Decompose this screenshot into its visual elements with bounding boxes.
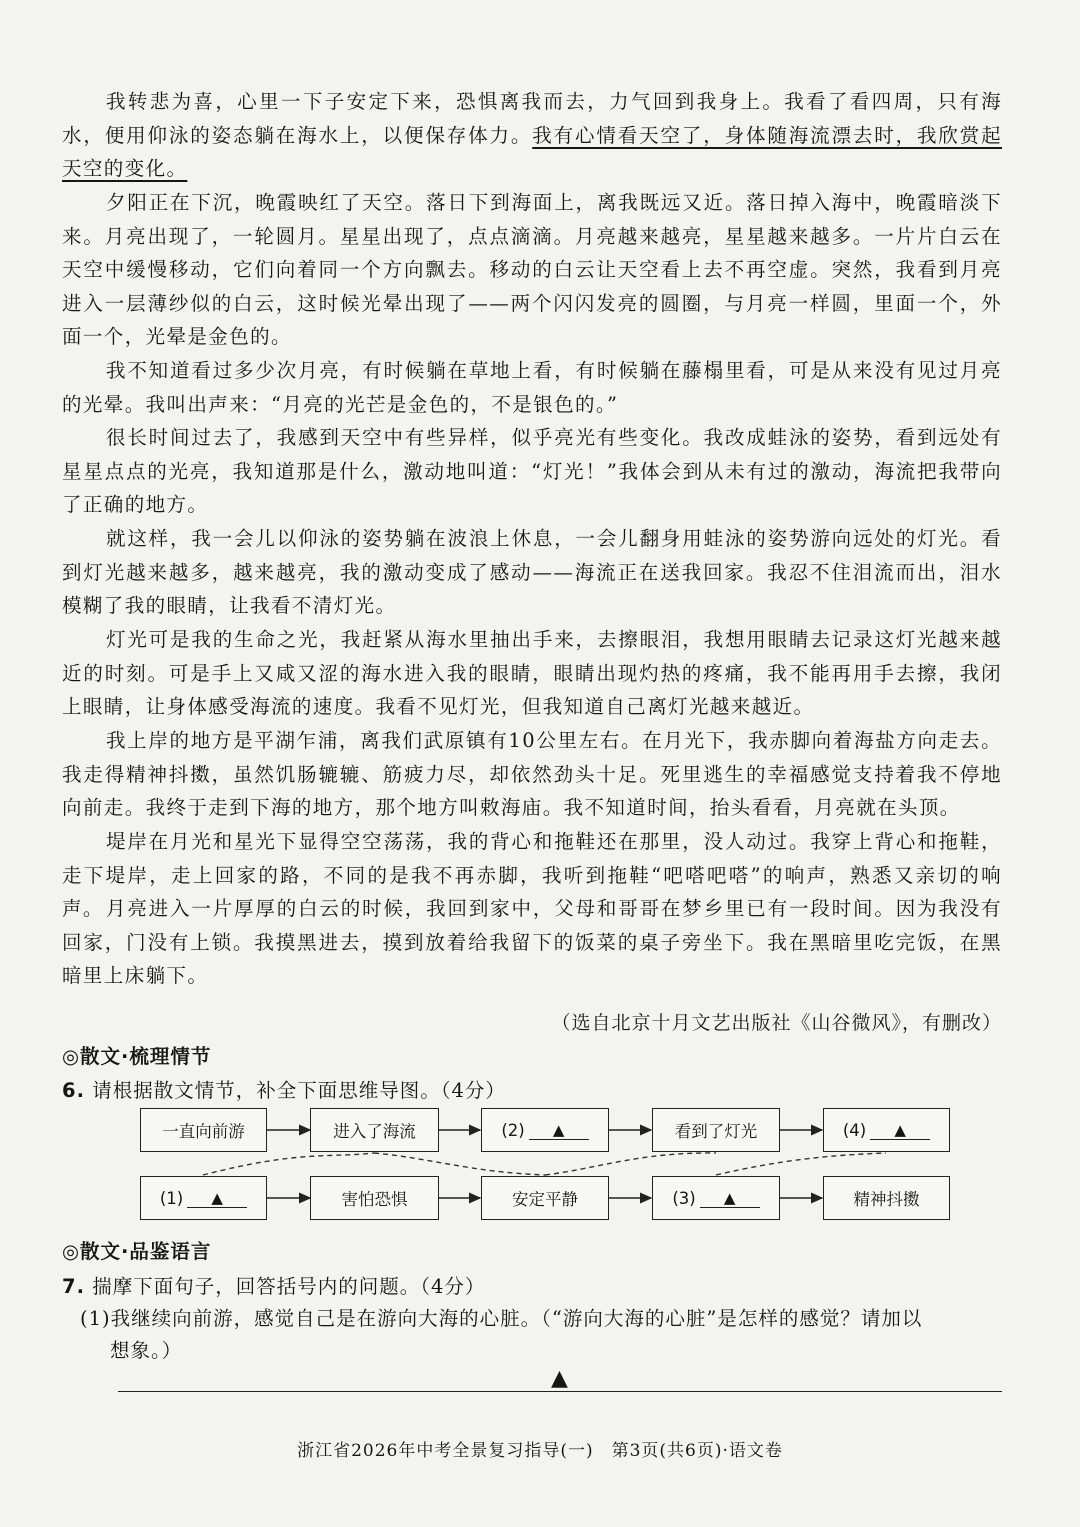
question-7 [62, 1271, 485, 1299]
blank-2-label: (2) [501, 1120, 525, 1140]
blank-3-answer: ▲ [700, 1189, 760, 1208]
answer-mark: ▲ [551, 1366, 568, 1391]
paragraph-5: 就这样，我一会儿以仰泳的姿势躺在波浪上休息，一会儿翻身用蛙泳的姿势游向远处的灯光。看到灯光越来越多，越来越亮，我的激动变成了感动——海流正在送我回家。我忍不住泪流而出，泪水模糊了我的眼睛，让我看不清灯光。 [62, 527, 1002, 617]
mindmap-top-4: 看到了灯光 [652, 1108, 780, 1152]
question-7-sub1-text: 我继续向前游，感觉自己是在游向大海的心脏。（“游向大海的心脏”是怎样的感觉？请加以 [110, 1307, 923, 1330]
section-title-plot: ◎散文·梳理情节 [62, 1045, 212, 1068]
paragraph-3: 我不知道看过多少次月亮，有时候躺在草地上看，有时候躺在藤榻里看，可是从来没有见过月亮的光晕。我叫出声来：“月亮的光芒是金色的，不是银色的。” [62, 359, 1002, 416]
blank-4-answer: ▲ [870, 1121, 930, 1140]
paragraph-2: 夕阳正在下沉，晚霞映红了天空。落日下到海面上，离我既远又近。落日掉入海中，晚霞暗淡下来。月亮出现了，一轮圆月。星星出现了，点点滴滴。月亮越来越亮，星星越来越多。一片片白云在天空中缓慢移动，它们向着同一个方向飘去。移动的白云让天空看上去不再空虚。突然，我看到月亮进入一层薄纱似的白云，这时候光晕出现了——两个闪闪发亮的圆圈，与月亮一样圆，里面一个，外面一个，光晕是金色的。 [62, 191, 1002, 348]
mindmap-bottom-5: 精神抖擞 [823, 1176, 950, 1220]
paragraph-6: 灯光可是我的生命之光，我赶紧从海水里抽出手来，去擦眼泪，我想用眼睛去记录这灯光越来越近的时刻。可是手上又咸又涩的海水进入我的眼睛，眼睛出现灼热的疼痛，我不能再用手去擦，我闭上眼睛，让身体感受海流的速度。我看不见灯光，但我知道自己离灯光越来越近。 [62, 628, 1002, 718]
mindmap-bottom-2: 害怕恐惧 [310, 1176, 439, 1220]
source-citation: （选自北京十月文艺出版社《山谷微风》，有删改） [551, 1012, 1002, 1034]
answer-line[interactable] [118, 1391, 1002, 1392]
mindmap-bottom-4 [652, 1176, 780, 1220]
question-7-sub1-number: (1) [80, 1307, 111, 1330]
blank-1-label: (1) [159, 1188, 184, 1208]
question-7-sub1 [80, 1303, 1010, 1367]
mindmap-top-2: 进入了海流 [310, 1108, 439, 1152]
blank-2-answer: ▲ [529, 1121, 589, 1140]
question-6-text: 请根据散文情节，补全下面思维导图。（4分） [92, 1079, 506, 1102]
paragraph-7: 我上岸的地方是平湖乍浦，离我们武原镇有10公里左右。在月光下，我赤脚向着海盐方向走去。我走得精神抖擞，虽然饥肠辘辘、筋疲力尽，却依然劲头十足。死里逃生的幸福感觉支持着我不停地向前走。我终于走到下海的地方，那个地方叫敕海庙。我不知道时间，抬头看看，月亮就在头顶。 [62, 729, 1002, 819]
paragraph-8: 堤岸在月光和星光下显得空空荡荡，我的背心和拖鞋还在那里，没人动过。我穿上背心和拖鞋，走下堤岸，走上回家的路，不同的是我不再赤脚，我听到拖鞋“吧嗒吧嗒”的响声，熟悉又亲切的响声。 [62, 830, 1002, 920]
page-footer: 浙江省2026年中考全景复习指导(一) 第3页(共6页)·语文卷 [297, 1441, 783, 1461]
question-7-sub1-cont: 想象。） [110, 1339, 183, 1362]
question-6-number: 6. [62, 1079, 85, 1102]
blank-3-label: (3) [672, 1188, 696, 1208]
paragraph-4: 很长时间过去了，我感到天空中有些异样，似乎亮光有些变化。我改成蛙泳的姿势，看到远处有星星点点的光亮，我知道那是什么，激动地叫道：“灯光！”我体会到从未有过的激动，海流把我带向了正确的地方。 [62, 426, 1002, 516]
mindmap-top-5 [823, 1108, 950, 1152]
question-7-number: 7. [62, 1275, 85, 1298]
section-title-language: ◎散文·品鉴语言 [62, 1240, 212, 1263]
blank-4-label: (4) [842, 1120, 867, 1140]
question-7-text: 揣摩下面句子，回答括号内的问题。（4分） [92, 1275, 486, 1298]
paragraph-1-text: 我转悲为喜，心里一下子安定下来，恐惧离我而去，力气回到我身上。我看了看四周，只有海水，便用仰泳的姿态躺在海水上，以便保存体力。 [62, 90, 1002, 147]
mindmap-top-3 [481, 1108, 609, 1152]
mindmap-top-1: 一直向前游 [140, 1108, 267, 1152]
paragraph-9: 月亮进入一片厚厚的白云的时候，我回到家中，父母和哥哥在梦乡里已有一段时间。因为我没有回家，门没有上锁。我摸黑进去，摸到放着给我留下的饭菜的桌子旁坐下。我在黑暗里吃完饭，在黑暗里上床躺下。 [62, 897, 1002, 987]
mindmap-bottom-3: 安定平静 [481, 1176, 609, 1220]
mindmap-bottom-1 [140, 1176, 267, 1220]
blank-1-answer: ▲ [187, 1189, 247, 1208]
underlined-sentence: 我有心情看天空了，身体随海流漂去时，我欣赏起天空的变化。 [62, 123, 1002, 180]
